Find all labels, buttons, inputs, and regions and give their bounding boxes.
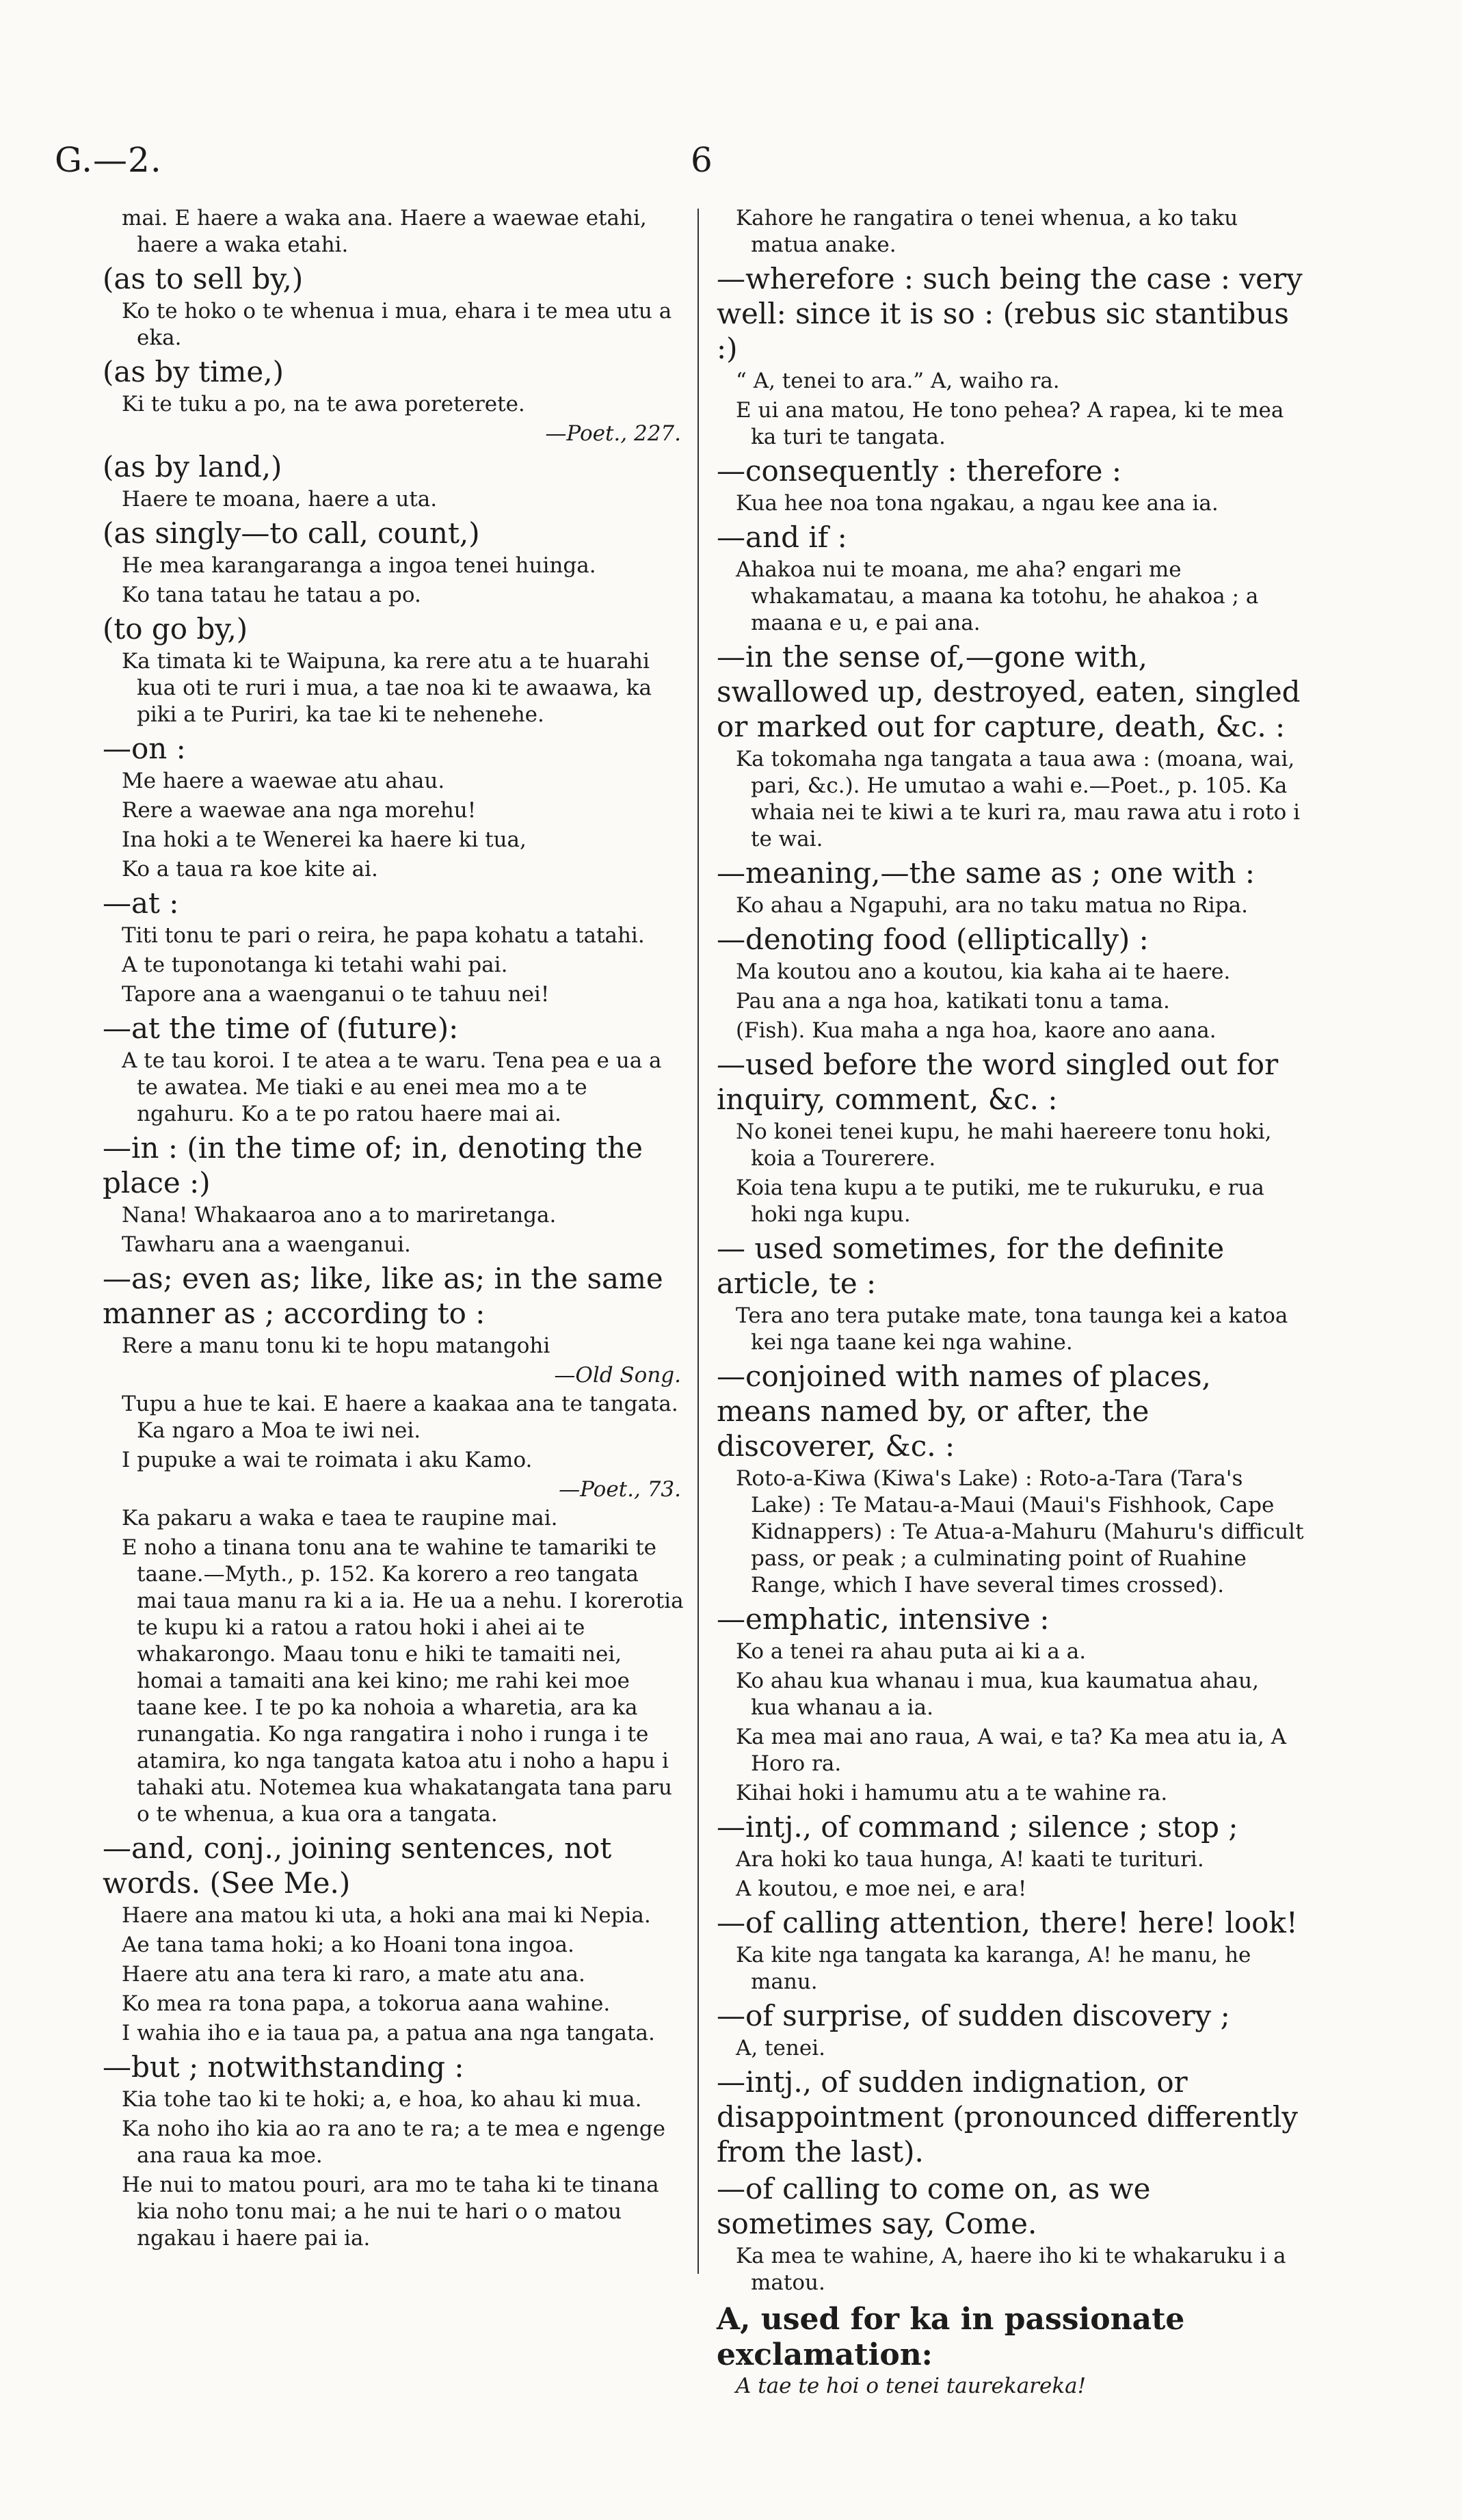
example-text: Titi tonu te pari o reira, he papa kohatu a tatahi. [122,923,645,948]
example-text: Ka pakaru a waka e taea te raupine mai. [122,1506,558,1530]
example-text: Ka mea mai ano raua, A wai, e ta? Ka mea atu ia, A Horo ra. [736,1725,1286,1776]
example-text: Nana! Whakaaroa ano a to mariretanga. [122,1203,557,1228]
example-text: Ae tana tama hoki; a ko Hoani tona ingoa. [122,1933,574,1957]
sense-heading: —conjoined with names of places, means named by, or after, the discoverer, &c. : [717,1360,1211,1463]
example-text: Ahakoa nui te moana, me aha? engari me whakamatau, a maana ka totohu, he ahakoa ; a maana e u, e pai ana. [736,557,1259,635]
example-text: No konei tenei kupu, he mahi haereere tonu hoki, koia a Tourerere. [736,1119,1272,1171]
example-text: Haere atu ana tera ki raro, a mate atu ana. [122,1962,585,1987]
example-text: Ka kite nga tangata ka karanga, A! he manu, he manu. [736,1943,1251,1994]
entry-example: A tae te hoi o tenei taurekareka! [736,2374,1087,2398]
entry-heading: A, used for ka in passionate exclamation: [717,2302,1185,2372]
example-text: Ina hoki a te Wenerei ka haere ki tua, [122,827,527,852]
example-text: He mea karangaranga a ingoa tenei huinga. [122,553,596,578]
example-text: Pau ana a nga hoa, katikati tonu a tama. [736,989,1170,1013]
sense-heading: —on : [103,732,186,765]
example-text: Ko tana tatau he tatau a po. [122,583,421,607]
example-text: Ma koutou ano a koutou, kia kaha ai te haere. [736,959,1231,984]
example-text: A te tuponotanga ki tetahi wahi pai. [122,953,508,977]
example-text: He nui to matou pouri, ara mo te taha ki te tinana kia noho tonu mai; a he nui te hari o o matou ngakau i haere pai ia. [122,2173,659,2251]
example-text: Ki te tuku a po, na te awa poreterete. [122,392,525,416]
example-text: Ara hoki ko taua hunga, A! kaati te turituri. [736,1847,1204,1872]
sense-heading: —wherefore : such being the case : very well: since it is so : (rebus sic stantibus :) [717,262,1303,365]
sense-heading: —intj., of command ; silence ; stop ; [717,1810,1238,1844]
example-text: I pupuke a wai te roimata i aku Kamo. [122,1448,533,1472]
example-text: A te tau koroi. I te atea a te waru. Tena pea e ua a te awatea. Me tiaki e au enei mea mo a te ngahuru. Ko a te po ratou haere mai ai. [122,1048,662,1126]
example-text: Kahore he rangatira o tenei whenua, a ko taku matua anake. [736,206,1238,257]
example-text: Kua hee noa tona ngakau, a ngau kee ana ia. [736,491,1219,516]
source-citation: —Poet., 73. [559,1477,681,1502]
sense-heading: —emphatic, intensive : [717,1602,1050,1636]
example-text: Haere ana matou ki uta, a hoki ana mai ki Nepia. [122,1903,651,1928]
sense-heading: (as singly—to call, count,) [103,516,480,550]
example-text: E noho a tinana tonu ana te wahine te tamariki te taane.—Myth., p. 152. Ka korero a reo tangata mai taua manu ra ki a ia. He ua a nehu. I korerotia te kupu ki a ratou a ratou hoki i ahei ai te whakarongo. Maau tonu e hiki te tamaiti nei, homai a tamaiti ana kei kino; me rahi kei moe taane kee. I te po ka nohoia a wharetia, ara ka runangatia. Ko nga rangatira i noho i runga i te atamira, ko nga tangata katoa atu i noho a hapu i tahaki atu. Notemea kua whakatangata tana paru o te whenua, a kua ora a tangata. [122,1535,684,1827]
sense-heading: —meaning,—the same as ; one with : [717,856,1255,890]
left-column [103,205,684,2255]
example-text: Ka noho iho kia ao ra ano te ra; a te mea e ngenge ana raua ka moe. [122,2117,665,2168]
example-text: (Fish). Kua maha a nga hoa, kaore ano aana. [736,1018,1217,1043]
example-text: “ A, tenei to ara.” A, waiho ra. [736,369,1060,393]
example-text: Roto-a-Kiwa (Kiwa's Lake) : Roto-a-Tara (Tara's Lake) : Te Matau-a-Maui (Maui's Fishhook, Cape Kidnappers) : Te Atua-a-Mahuru (Mahuru's difficult pass, or peak ; a culminating point of Ruahine Range, which I have several times crossed). [736,1466,1304,1597]
sense-heading: (to go by,) [103,612,248,646]
example-text: Kia tohe tao ki te hoki; a, e hoa, ko ahau ki mua. [122,2087,642,2112]
right-column [717,205,1305,2400]
example-text: A koutou, e moe nei, e ara! [736,1876,1027,1901]
example-text: Rere a manu tonu ki te hopu matangohi [122,1334,550,1358]
source-citation: —Old Song. [554,1363,681,1388]
example-text: Tupu a hue te kai. E haere a kaakaa ana te tangata. Ka ngaro a Moa te iwi nei. [122,1392,678,1443]
page-number: 6 [691,140,713,180]
sense-heading: —but ; notwithstanding : [103,2050,464,2084]
section-header: G.—2. [55,140,162,180]
sense-heading: —consequently : therefore : [717,454,1121,488]
sense-heading: —at : [103,886,179,920]
example-text: Ko a taua ra koe kite ai. [122,857,378,881]
example-text: E ui ana matou, He tono pehea? A rapea, ki te mea ka turi te tangata. [736,398,1284,449]
example-text: Kihai hoki i hamumu atu a te wahine ra. [736,1781,1168,1805]
sense-heading: —of calling to come on, as we sometimes say, Come. [717,2172,1151,2240]
sense-heading: —of calling attention, there! here! look! [717,1906,1298,1939]
example-text: A, tenei. [736,2036,825,2060]
example-text: mai. E haere a waka ana. Haere a waewae etahi, haere a waka etahi. [122,206,647,257]
column-divider [697,209,699,2274]
sense-heading: — used sometimes, for the definite article, te : [717,1232,1225,1300]
sense-heading: —in the sense of,—gone with, swallowed up, destroyed, eaten, singled or marked out for capture, death, &c. : [717,640,1301,743]
sense-heading: —at the time of (future): [103,1011,459,1045]
sense-heading: —used before the word singled out for inquiry, comment, &c. : [717,1048,1279,1116]
sense-heading: (as by land,) [103,450,282,483]
example-text: Ko ahau kua whanau i mua, kua kaumatua ahau, kua whanau a ia. [736,1669,1259,1720]
sense-heading: —and, conj., joining sentences, not words. (See Me.) [103,1831,612,1900]
example-text: Ka tokomaha nga tangata a taua awa : (moana, wai, pari, &c.). He umutao a wahi e.—Poet., p. 105. Ka whaia nei te kiwi a te kuri ra, mau rawa atu i roto i te wai. [736,747,1301,851]
sense-heading: —as; even as; like, like as; in the same manner as ; according to : [103,1262,663,1330]
example-text: Ka timata ki te Waipuna, ka rere atu a te huarahi kua oti te ruri i mua, a tae noa ki te awaawa, ka piki a te Puriri, ka tae ki te nehenehe. [122,649,652,727]
example-text: I wahia iho e ia taua pa, a patua ana nga tangata. [122,2021,655,2045]
sense-heading: —of surprise, of sudden discovery ; [717,1999,1230,2032]
example-text: Tawharu ana a waenganui. [122,1232,411,1257]
example-text: Tera ano tera putake mate, tona taunga kei a katoa kei nga taane kei nga wahine. [736,1303,1288,1355]
example-text: Koia tena kupu a te putiki, me te rukuruku, e rua hoki nga kupu. [736,1176,1264,1227]
example-text: Ko a tenei ra ahau puta ai ki a a. [736,1639,1087,1664]
example-text: Me haere a waewae atu ahau. [122,769,445,793]
sense-heading: —denoting food (elliptically) : [717,923,1149,956]
example-text: Haere te moana, haere a uta. [122,487,438,512]
example-text: Ka mea te wahine, A, haere iho ki te whakaruku i a matou. [736,2244,1286,2295]
sense-heading: —in : (in the time of; in, denoting the place :) [103,1131,643,1199]
example-text: Ko te hoko o te whenua i mua, ehara i te mea utu a eka. [122,299,672,350]
example-text: Ko ahau a Ngapuhi, ara no taku matua no Ripa. [736,893,1248,918]
sense-heading: (as to sell by,) [103,262,304,295]
source-citation: —Poet., 227. [545,421,681,446]
example-text: Ko mea ra tona papa, a tokorua aana wahine. [122,1991,611,2016]
example-text: Rere a waewae ana nga morehu! [122,798,477,823]
example-text: Tapore ana a waenganui o te tahuu nei! [122,982,550,1007]
sense-heading: —and if : [717,520,847,554]
sense-heading: (as by time,) [103,355,284,388]
sense-heading: —intj., of sudden indignation, or disappointment (pronounced differently from the last). [717,2065,1299,2168]
